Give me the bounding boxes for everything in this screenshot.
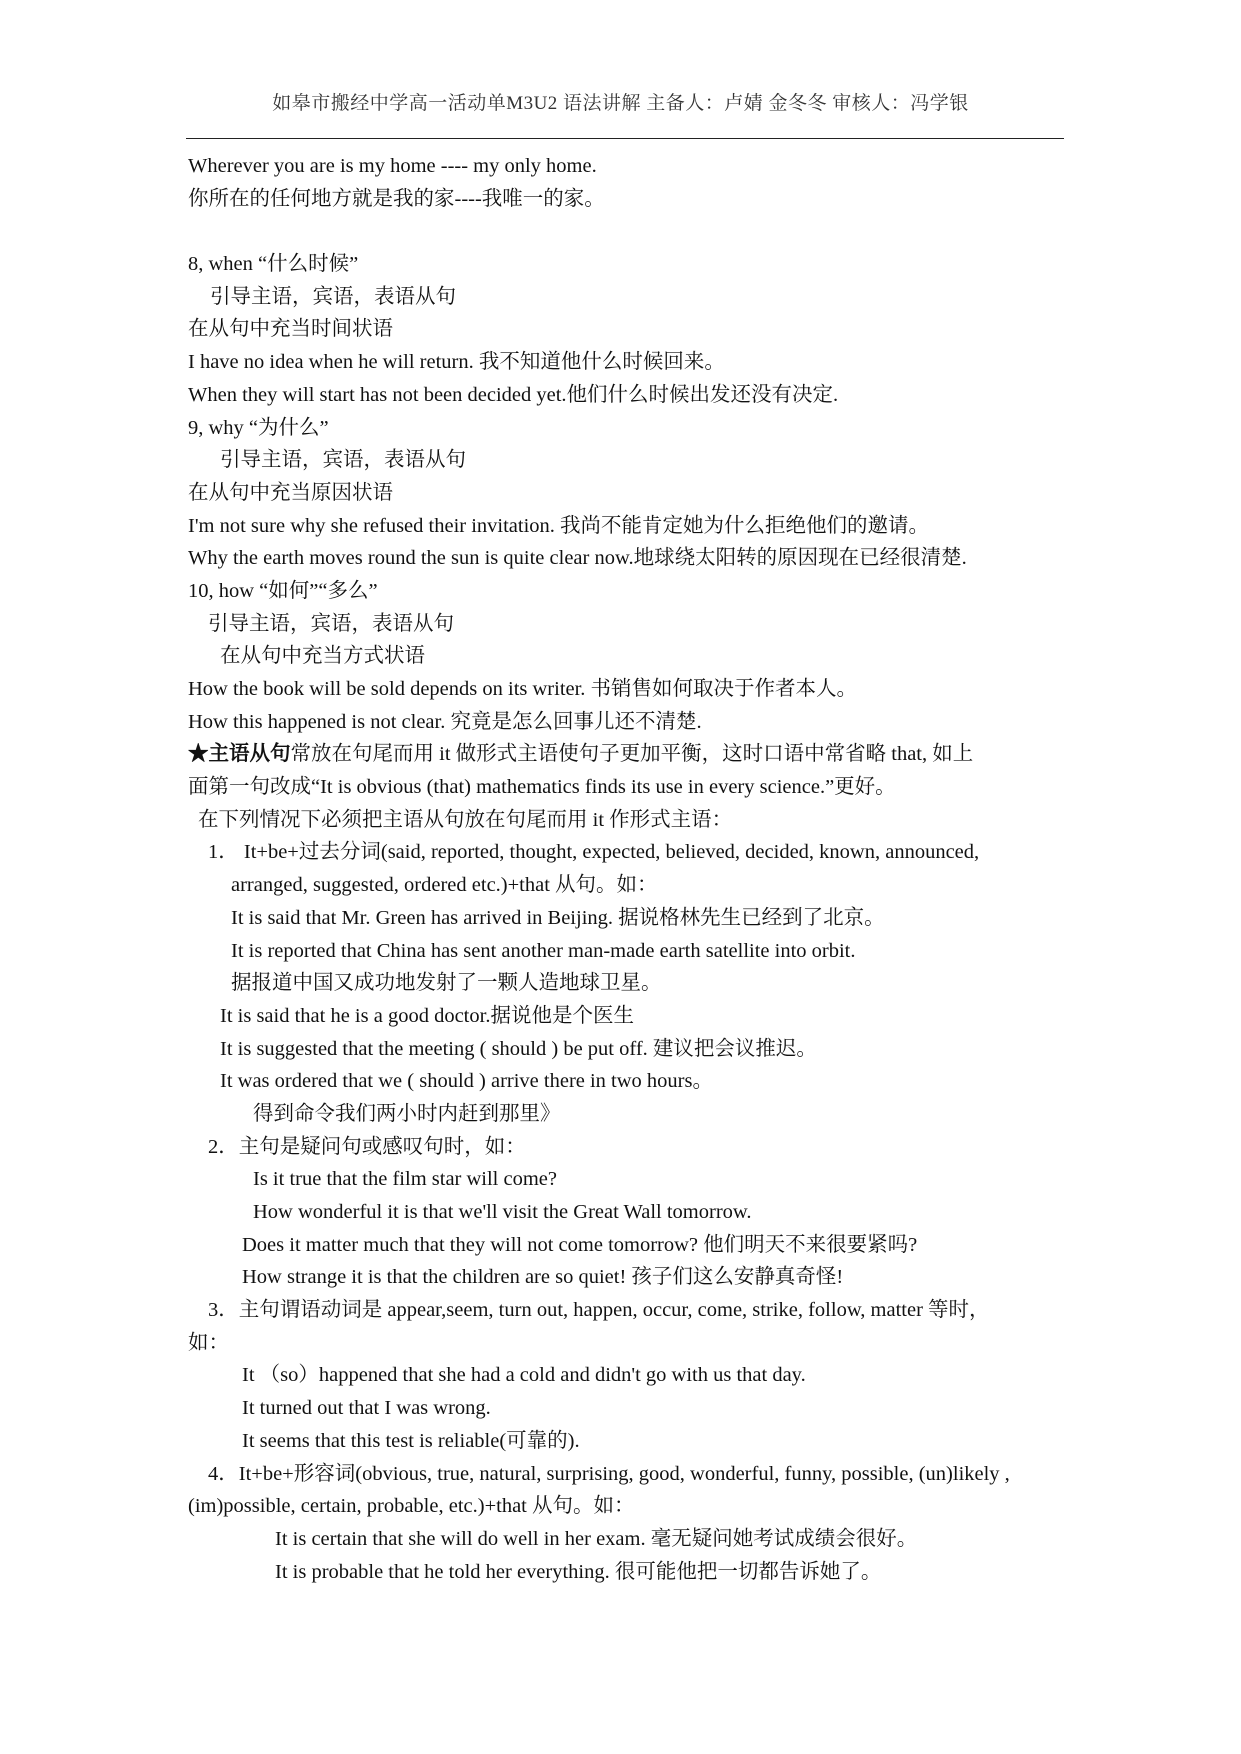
example-sentence: How strange it is that the children are so quiet! 孩子们这么安静真奇怪! [242, 1266, 844, 1289]
section-why-function: 在从句中充当原因状语 [188, 481, 393, 504]
example-sentence: When they will start has not been decided yet.他们什么时候出发还没有决定. [188, 383, 839, 406]
example-sentence: It is suggested that the meeting ( should ) be put off. 建议把会议推迟。 [220, 1037, 817, 1060]
subject-clause-label: ★主语从句 [188, 743, 291, 766]
example-sentence: It is certain that she will do well in her exam. 毫无疑问她考试成绩会很好。 [275, 1527, 918, 1550]
example-translation: 得到命令我们两小时内赶到那里》 [253, 1102, 561, 1125]
section-why-heading: 9, why “为什么” [188, 416, 329, 439]
rule-4-heading: 4．It+be+形容词(obvious, true, natural, surprising, good, wonderful, funny, possible, (un)likely , [208, 1462, 1010, 1485]
subject-clause-note-text: 常放在句尾而用 it 做形式主语使句子更加平衡，这时口语中常省略 that, 如上 [290, 743, 974, 766]
example-sentence: Wherever you are is my home ---- my only home. [188, 155, 597, 177]
header-rule [186, 138, 1064, 139]
example-sentence: It turned out that I was wrong. [242, 1397, 491, 1420]
section-when-heading: 8, when “什么时候” [188, 253, 359, 276]
blank-line [188, 215, 1088, 248]
example-translation: 据报道中国又成功地发射了一颗人造地球卫星。 [231, 972, 662, 995]
rules-intro: 在下列情况下必须把主语从句放在句尾而用 it 作形式主语： [198, 808, 733, 831]
rule-1-heading-continued: arranged, suggested, ordered etc.)+that 从句。如： [231, 874, 658, 897]
example-sentence: Is it true that the film star will come? [253, 1168, 557, 1191]
example-sentence: How this happened is not clear. 究竟是怎么回事儿还不清楚. [188, 710, 702, 733]
document-header: 如皋市搬经中学高一活动单M3U2 语法讲解 主备人：卢婧 金冬冬 审核人：冯学银 [272, 93, 969, 114]
example-sentence: It seems that this test is reliable(可靠的). [242, 1429, 580, 1452]
section-how-function: 在从句中充当方式状语 [220, 645, 425, 668]
example-sentence: It was ordered that we ( should ) arrive there in two hours。 [220, 1070, 713, 1093]
section-how-usage: 引导主语，宾语，表语从句 [208, 612, 454, 635]
example-translation: 你所在的任何地方就是我的家----我唯一的家。 [188, 187, 605, 210]
example-sentence: Does it matter much that they will not come tomorrow? 他们明天不来很要紧吗? [242, 1233, 918, 1256]
subject-clause-note-continued: 面第一句改成“It is obvious (that) mathematics finds its use in every science.”更好。 [188, 776, 896, 799]
section-when-usage: 引导主语，宾语，表语从句 [210, 285, 456, 308]
example-sentence: It is reported that China has sent another man-made earth satellite into orbit. [231, 939, 856, 962]
rule-3-heading-continued: 如： [188, 1331, 229, 1354]
rule-2-heading: 2．主句是疑问句或感叹句时，如： [208, 1135, 526, 1158]
rule-1-heading: 1． It+be+过去分词(said, reported, thought, expected, believed, decided, known, announced, [208, 841, 980, 864]
example-sentence: It is said that he is a good doctor.据说他是个医生 [220, 1004, 634, 1027]
example-sentence: Why the earth moves round the sun is quite clear now.地球绕太阳转的原因现在已经很清楚. [188, 547, 967, 570]
section-how-heading: 10, how “如何”“多么” [188, 579, 378, 602]
example-sentence: How the book will be sold depends on its writer. 书销售如何取决于作者本人。 [188, 678, 858, 700]
example-sentence: I'm not sure why she refused their invitation. 我尚不能肯定她为什么拒绝他们的邀请。 [188, 514, 930, 537]
section-when-function: 在从句中充当时间状语 [188, 318, 393, 341]
example-sentence: It （so）happened that she had a cold and didn't go with us that day. [242, 1364, 806, 1387]
rule-3-heading: 3．主句谓语动词是 appear,seem, turn out, happen, occur, come, strike, follow, matter 等时， [208, 1299, 990, 1322]
example-sentence: How wonderful it is that we'll visit the Great Wall tomorrow. [253, 1201, 752, 1223]
example-sentence: It is probable that he told her everything. 很可能他把一切都告诉她了。 [275, 1560, 882, 1583]
example-sentence: It is said that Mr. Green has arrived in Beijing. 据说格林先生已经到了北京。 [231, 906, 885, 929]
rule-4-heading-continued: (im)possible, certain, probable, etc.)+that 从句。如： [188, 1495, 635, 1518]
document-body [188, 150, 1088, 1588]
example-sentence: I have no idea when he will return. 我不知道他什么时候回来。 [188, 351, 725, 374]
section-why-usage: 引导主语，宾语，表语从句 [220, 449, 466, 472]
subject-clause-note [188, 738, 1088, 771]
